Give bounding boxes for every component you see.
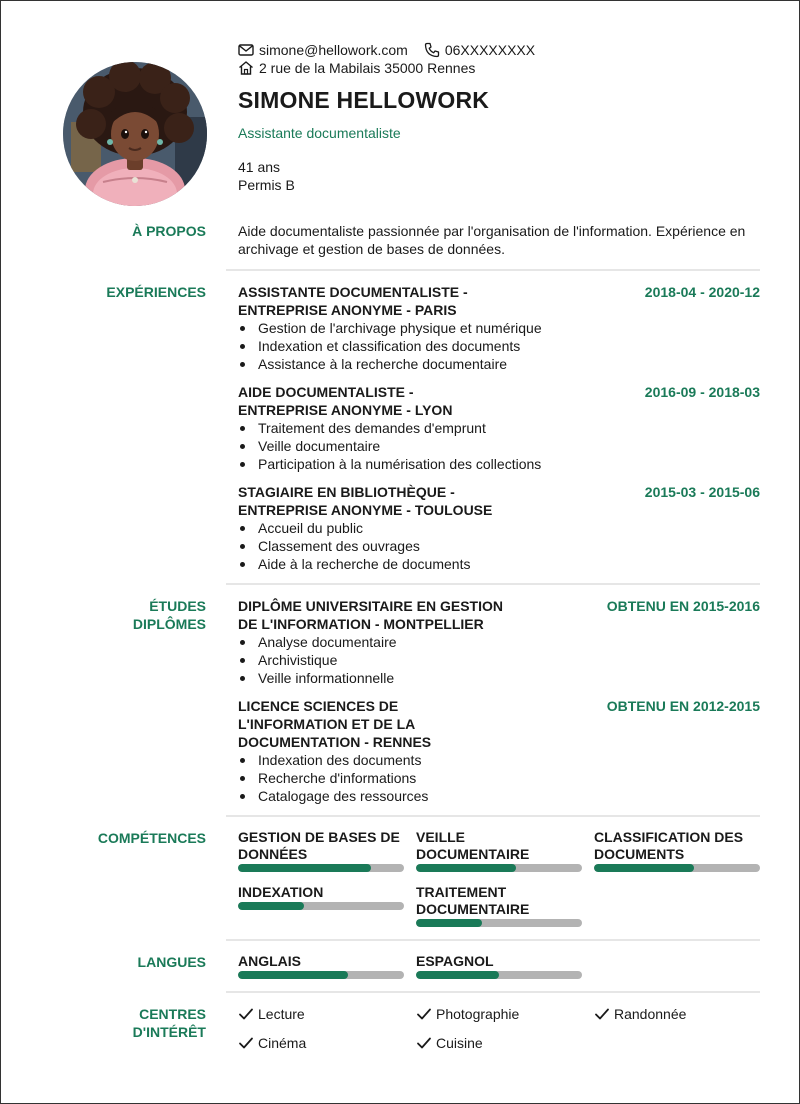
skill-bar <box>416 864 582 872</box>
language-bar-fill <box>238 971 348 979</box>
skill-bar-fill <box>238 902 304 910</box>
list-item: Recherche d'informations <box>238 769 760 787</box>
education-label-line2: DIPLÔMES <box>132 616 206 632</box>
list-item: Indexation des documents <box>238 751 760 769</box>
education-list <box>238 597 760 815</box>
home-icon <box>238 60 254 76</box>
list-item: Veille documentaire <box>238 437 760 455</box>
contact-line-2 <box>238 59 763 77</box>
job-title: Assistante documentaliste <box>238 125 401 141</box>
list-item: Aide à la recherche de documents <box>238 555 760 573</box>
language-bar <box>416 971 582 979</box>
skill-bar-fill <box>238 864 371 872</box>
interests-label-line1: CENTRES <box>139 1006 206 1022</box>
divider <box>226 815 760 817</box>
experience-tasks <box>238 419 760 473</box>
list-item: Gestion de l'archivage physique et numérique <box>238 319 760 337</box>
skill-bar-fill <box>416 864 516 872</box>
check-icon <box>238 1035 254 1051</box>
experience-date: 2018-04 - 2020-12 <box>644 284 760 300</box>
divider <box>226 991 760 993</box>
personal-info <box>238 158 763 194</box>
experience-list <box>238 283 760 583</box>
interest-label: Photographie <box>436 1006 520 1022</box>
education-label <box>61 597 206 633</box>
language-name: ESPAGNOL <box>416 953 494 969</box>
divider <box>226 939 760 941</box>
age: 41 ans <box>238 159 281 175</box>
education-topics <box>238 633 760 687</box>
list-item: Veille informationnelle <box>238 669 760 687</box>
skill-item <box>416 884 582 927</box>
divider <box>226 269 760 271</box>
check-icon <box>594 1006 610 1022</box>
experience-title: AIDE DOCUMENTALISTE - ENTREPRISE ANONYME - LYON <box>238 384 453 418</box>
education-entry <box>238 597 760 687</box>
language-item <box>416 953 582 979</box>
skill-bar <box>416 919 582 927</box>
experience-title: ASSISTANTE DOCUMENTALISTE - ENTREPRISE ANONYME - PARIS <box>238 284 468 318</box>
interest-item <box>416 1034 483 1052</box>
education-title: LICENCE SCIENCES DE L'INFORMATION ET DE LA DOCUMENTATION - RENNES <box>238 698 432 750</box>
skill-bar <box>238 902 404 910</box>
list-item: Accueil du public <box>238 519 760 537</box>
experience-entry <box>238 483 760 573</box>
interest-label: Cinéma <box>258 1035 307 1051</box>
mail-icon <box>238 42 254 58</box>
language-bar-fill <box>416 971 499 979</box>
interests-label-line2: D'INTÉRÊT <box>132 1024 206 1040</box>
skill-name: VEILLE DOCUMENTAIRE <box>416 829 530 862</box>
experience-tasks <box>238 519 760 573</box>
education-topics <box>238 751 760 805</box>
skill-name: CLASSIFICATION DES DOCUMENTS <box>594 829 744 862</box>
skill-bar <box>238 864 404 872</box>
divider <box>226 583 760 585</box>
interest-label: Randonnée <box>614 1006 687 1022</box>
contact-line-1 <box>238 41 763 59</box>
skill-name: GESTION DE BASES DE DONNÉES <box>238 829 400 862</box>
experience-label: EXPÉRIENCES <box>106 284 206 300</box>
driving-license: Permis B <box>238 177 295 193</box>
skill-bar <box>594 864 760 872</box>
check-icon <box>416 1035 432 1051</box>
experience-date: 2015-03 - 2015-06 <box>644 484 760 500</box>
list-item: Indexation et classification des documents <box>238 337 760 355</box>
header <box>238 41 763 194</box>
about-label: À PROPOS <box>132 223 206 239</box>
interest-item <box>416 1005 519 1023</box>
list-item: Analyse documentaire <box>238 633 760 651</box>
skill-bar-fill <box>594 864 694 872</box>
education-entry <box>238 697 760 805</box>
interests-list <box>238 1005 760 1065</box>
experience-entry <box>238 283 760 373</box>
interest-label: Lecture <box>258 1006 305 1022</box>
list-item: Archivistique <box>238 651 760 669</box>
interests-label <box>61 1005 206 1041</box>
skills-label: COMPÉTENCES <box>97 830 206 846</box>
interest-label: Cuisine <box>436 1035 483 1051</box>
experience-entry <box>238 383 760 473</box>
experience-tasks <box>238 319 760 373</box>
languages-list <box>238 953 760 983</box>
interest-item <box>238 1005 305 1023</box>
interest-item <box>594 1005 686 1023</box>
skill-bar-fill <box>416 919 482 927</box>
about-text: Aide documentaliste passionnée par l'organisation de l'information. Expérience en archivage et gestion de bases de données. <box>238 223 746 257</box>
skill-item <box>238 884 404 910</box>
education-label-line1: ÉTUDES <box>149 598 206 614</box>
check-icon <box>416 1006 432 1022</box>
phone-icon <box>424 42 440 58</box>
languages-label: LANGUES <box>137 954 206 970</box>
experience-title: STAGIAIRE EN BIBLIOTHÈQUE - ENTREPRISE ANONYME - TOULOUSE <box>238 484 493 518</box>
profile-photo <box>63 62 207 206</box>
skill-item <box>594 829 760 872</box>
list-item: Assistance à la recherche documentaire <box>238 355 760 373</box>
phone: 06XXXXXXXX <box>444 42 536 58</box>
skill-item <box>416 829 582 872</box>
interest-item <box>238 1034 306 1052</box>
skill-name: TRAITEMENT DOCUMENTAIRE <box>416 884 530 917</box>
experience-date: 2016-09 - 2018-03 <box>644 384 760 400</box>
education-date: OBTENU EN 2012-2015 <box>606 698 760 714</box>
language-bar <box>238 971 404 979</box>
skill-item <box>238 829 404 872</box>
check-icon <box>238 1006 254 1022</box>
list-item: Classement des ouvrages <box>238 537 760 555</box>
address: 2 rue de la Mabilais 35000 Rennes <box>259 60 476 76</box>
list-item: Participation à la numérisation des collections <box>238 455 760 473</box>
skill-name: INDEXATION <box>238 884 324 900</box>
full-name: SIMONE HELLOWORK <box>238 87 490 113</box>
skills-grid <box>238 829 760 939</box>
language-name: ANGLAIS <box>238 953 301 969</box>
email: simone@hellowork.com <box>259 42 408 58</box>
list-item: Catalogage des ressources <box>238 787 760 805</box>
education-date: OBTENU EN 2015-2016 <box>606 598 760 614</box>
language-item <box>238 953 404 979</box>
education-title: DIPLÔME UNIVERSITAIRE EN GESTION DE L'INFORMATION - MONTPELLIER <box>238 598 503 632</box>
list-item: Traitement des demandes d'emprunt <box>238 419 760 437</box>
